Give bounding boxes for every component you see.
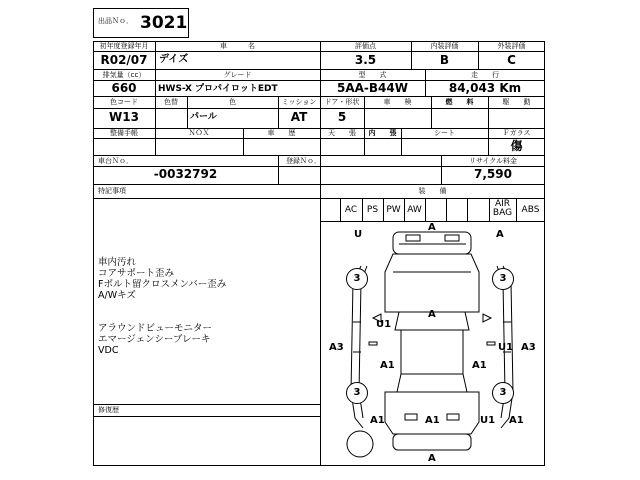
equipment-note: VDC bbox=[98, 345, 119, 356]
mark-a1-bottom-right: A1 bbox=[509, 415, 524, 426]
note-line: 車内汚れ bbox=[98, 257, 137, 268]
listing-number-label: 出品Ｎｏ． bbox=[98, 17, 133, 25]
hood-outline bbox=[385, 254, 479, 312]
history-label: 車 歴 bbox=[267, 129, 296, 137]
listing-number-value: 3021 bbox=[140, 13, 188, 33]
note-line: A/Wキズ bbox=[98, 290, 136, 301]
interior-trim-label: 内 張 bbox=[368, 129, 397, 137]
grade-value: HWS-X プロパイロットEDT bbox=[158, 84, 278, 94]
mirror-right-outline bbox=[483, 314, 491, 322]
interior-score-label: 内装評価 bbox=[430, 42, 459, 50]
mark-u1-right: U1 bbox=[498, 342, 514, 353]
equipment-note: アラウンドビューモニター bbox=[98, 323, 213, 334]
score-label: 評価点 bbox=[355, 42, 376, 50]
fuel-label: 燃 料 bbox=[445, 98, 474, 106]
mission-value: AT bbox=[290, 110, 308, 124]
mark-right-rear-tire: 3 bbox=[492, 382, 514, 404]
special-notes-label: 特記事項 bbox=[98, 187, 126, 195]
exterior-score-value: C bbox=[507, 53, 516, 67]
doors-value: 5 bbox=[337, 110, 347, 124]
mark-a1-right-mid: A1 bbox=[472, 360, 487, 371]
taillight-right-outline bbox=[447, 414, 459, 420]
equipment-note: エマージェンシーブレーキ bbox=[98, 334, 211, 345]
inspection-label: 車 検 bbox=[383, 98, 412, 106]
nox-label: ＮＯＸ bbox=[188, 129, 210, 137]
grid-v bbox=[425, 198, 426, 221]
grid-h bbox=[93, 155, 545, 156]
doors-label: ドア・形状 bbox=[324, 98, 360, 106]
grade-label: グレード bbox=[223, 71, 252, 79]
mark-a1-bottom-left: A1 bbox=[370, 415, 385, 426]
grid-v bbox=[278, 155, 279, 184]
mark-u1-bottom-right: U1 bbox=[480, 415, 496, 426]
mark-a1-left-mid: A1 bbox=[380, 360, 395, 371]
mark-u1-left: U1 bbox=[376, 319, 392, 330]
registration-number-label: 登録Ｎｏ． bbox=[286, 157, 321, 165]
mark-top-u: U bbox=[354, 229, 363, 240]
drive-label: 駆 動 bbox=[502, 98, 531, 106]
color-code-value: W13 bbox=[109, 110, 139, 124]
equipment-ps: PS bbox=[366, 205, 379, 215]
mark-right-front-tire: 3 bbox=[492, 268, 514, 290]
equipment-abs: ABS bbox=[521, 205, 540, 215]
model-type-value: 5AA-B44W bbox=[337, 81, 408, 95]
front-glass-label: Ｆガラス bbox=[502, 129, 531, 137]
grid-h bbox=[93, 184, 545, 185]
maintenance-book-label: 整備手帳 bbox=[110, 129, 138, 137]
mileage-value: 84,043 Km bbox=[448, 81, 522, 95]
seat-label: シート bbox=[434, 129, 455, 137]
sunroof-label: 天 張 bbox=[328, 129, 356, 137]
interior-score-value: B bbox=[439, 53, 450, 67]
displacement-value: 660 bbox=[111, 81, 137, 95]
mission-label: ミッション bbox=[281, 98, 317, 106]
headlight-right-outline bbox=[445, 235, 459, 241]
equipment-aw: AW bbox=[407, 205, 422, 215]
chassis-number-label: 車台Ｎｏ． bbox=[98, 157, 133, 165]
repair-history-label: 修復歴 bbox=[98, 406, 119, 414]
displacement-label: 排気量（cc） bbox=[102, 71, 146, 79]
mark-bottom-a: A bbox=[428, 453, 436, 464]
grid-h bbox=[93, 138, 545, 139]
door-handle-right bbox=[487, 342, 495, 345]
trunk-outline bbox=[385, 392, 479, 434]
recycle-fee-value: 7,590 bbox=[474, 167, 512, 181]
score-value: 3.5 bbox=[354, 53, 377, 67]
model-type-label: 型 式 bbox=[358, 71, 387, 79]
note-line: Fボルト留クロスメンバー歪み bbox=[98, 279, 227, 290]
first-registration-label: 初年度登録年月 bbox=[99, 42, 149, 50]
recycle-fee-label: リサイクル料金 bbox=[468, 157, 518, 165]
color-value: パール bbox=[190, 112, 217, 122]
equipment-pw: PW bbox=[386, 205, 401, 215]
mark-a1-bottom-center: A1 bbox=[425, 415, 440, 426]
first-registration-value: R02/07 bbox=[100, 53, 148, 67]
rear-glass-outline bbox=[397, 374, 467, 392]
grid-h bbox=[93, 416, 321, 417]
mileage-label: 走 行 bbox=[471, 71, 499, 79]
grid-v bbox=[467, 198, 468, 221]
model-value: デイズ bbox=[159, 54, 189, 65]
model-label: 車 名 bbox=[220, 42, 255, 50]
rear-bumper-outline bbox=[393, 434, 471, 450]
mark-a3-right: A3 bbox=[521, 342, 536, 353]
headlight-left-outline bbox=[406, 235, 420, 241]
note-line: コアサポート歪み bbox=[98, 268, 175, 279]
taillight-left-outline bbox=[405, 414, 417, 420]
roof-outline bbox=[401, 330, 463, 374]
equipment-airbag: AIR BAG bbox=[492, 199, 513, 218]
grid-h bbox=[93, 108, 545, 109]
mark-a3-left: A3 bbox=[329, 342, 344, 353]
chassis-number-value: -0032792 bbox=[153, 167, 218, 181]
mark-roof-a: A bbox=[428, 309, 436, 320]
grid-h bbox=[93, 96, 545, 97]
door-handle-left bbox=[369, 342, 377, 345]
color-code-label: 色コード bbox=[110, 98, 138, 106]
mark-top-a-center: A bbox=[428, 222, 436, 233]
grid-h bbox=[93, 404, 321, 405]
mark-left-rear-tire: 3 bbox=[346, 382, 368, 404]
color-replace-label: 色替 bbox=[164, 98, 178, 106]
grid-h bbox=[93, 69, 545, 70]
equipment-ac: AC bbox=[344, 205, 358, 215]
front-glass-value: 傷 bbox=[510, 139, 523, 153]
grid-v bbox=[446, 198, 447, 221]
color-label: 色 bbox=[229, 98, 236, 106]
equipment-label: 装 備 bbox=[418, 187, 447, 195]
mark-left-front-tire: 3 bbox=[346, 268, 368, 290]
grid-h bbox=[93, 198, 545, 199]
spare-tire-outline bbox=[347, 431, 373, 457]
mark-top-a-right: A bbox=[496, 229, 504, 240]
exterior-score-label: 外装評価 bbox=[497, 42, 526, 50]
